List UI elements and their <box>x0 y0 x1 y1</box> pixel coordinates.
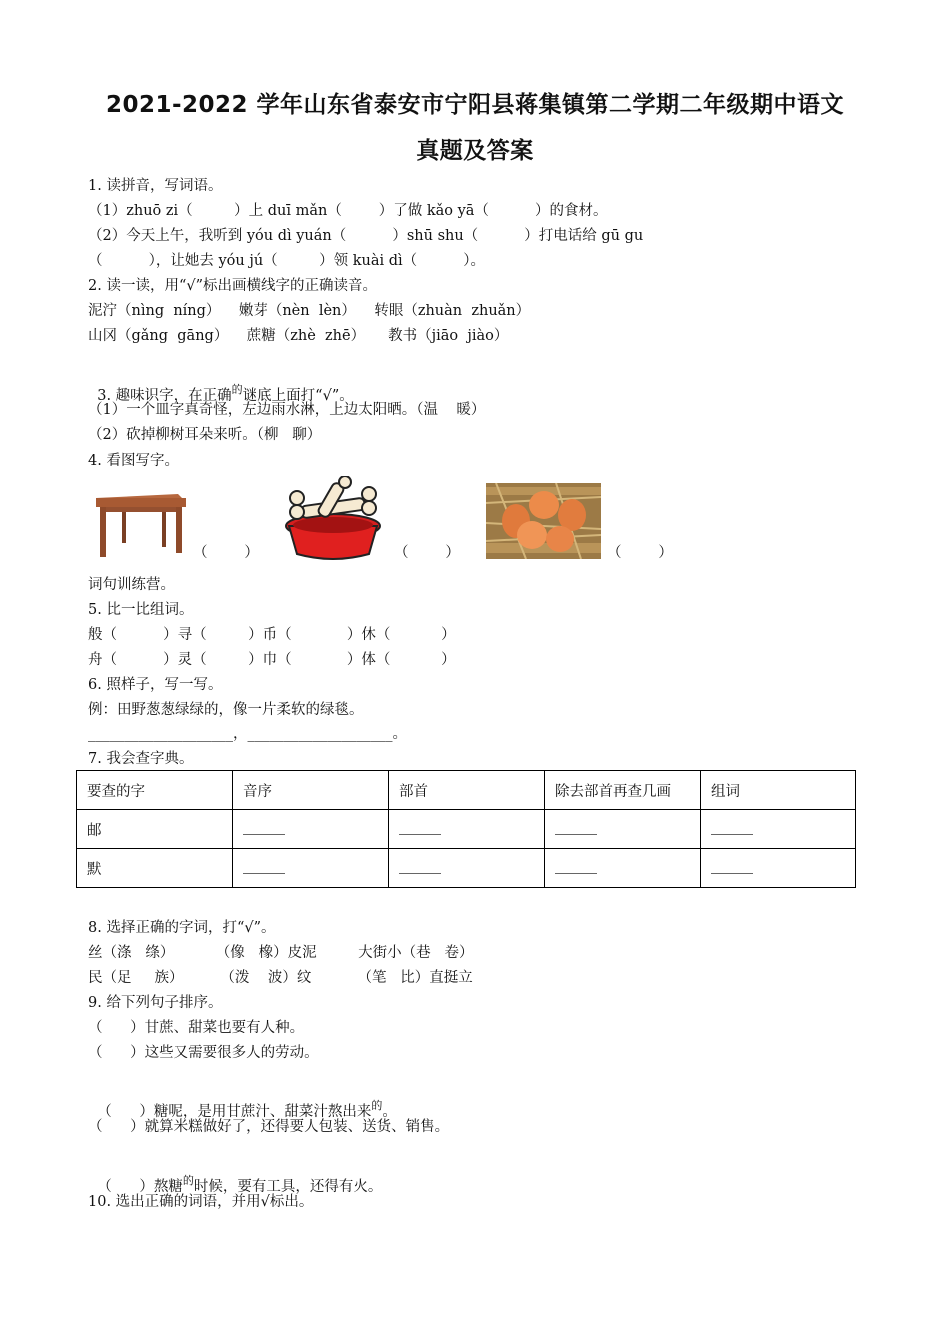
q1-line-2: （2）今天上午，我听到 yóu dì yuán（ ）shū shu（ ）打电话给 gū gu <box>88 228 644 244</box>
q6-example: 例：田野葱葱绿绿的，像一片柔软的绿毯。 <box>88 702 364 718</box>
answer-cell[interactable] <box>233 810 389 849</box>
q4-blank-3: （ ） <box>607 545 673 561</box>
col-header-strokes: 除去部首再查几画 <box>545 771 701 810</box>
answer-cell[interactable] <box>701 810 856 849</box>
col-header-phonetic: 音序 <box>233 771 389 810</box>
q10-heading: 10. 选出正确的词语，并用√标出。 <box>88 1194 314 1210</box>
q6-answer-blanks: ____________________，____________________。 <box>88 726 407 742</box>
q9-s5-text-b: 时候，要有工具，还得有火。 <box>193 1179 383 1195</box>
dog-bowl-bones-picture <box>283 476 383 560</box>
q9-s5-sup: 的 <box>182 1174 194 1187</box>
q9-s3-text-a: （ ）糖呢，是用甘蔗汁、甜菜汁熬出来 <box>97 1104 372 1120</box>
q5-line-2: 舟（ ）灵（ ）巾（ ）体（ ） <box>88 652 456 668</box>
q3-heading-text-b: 谜底上面打“√”。 <box>242 388 354 404</box>
q4-heading: 4. 看图写字。 <box>88 453 179 469</box>
answer-cell[interactable] <box>389 810 545 849</box>
table-header-row <box>77 771 856 810</box>
page-title-line-1: 2021-2022 学年山东省泰安市宁阳县蒋集镇第二学期二年级期中语文 <box>105 92 845 118</box>
q2-heading: 2. 读一读，用“√”标出画横线字的正确读音。 <box>88 278 378 294</box>
q5-heading: 5. 比一比组词。 <box>88 602 194 618</box>
q9-sentence-4: （ ）就算米糕做好了，还得要人包装、送货、销售。 <box>88 1119 450 1135</box>
q4-after-text: 词句训练营。 <box>88 577 175 593</box>
answer-cell[interactable] <box>233 849 389 888</box>
q8-line-1: 丝（涤 绦） （像 橡）皮泥 大街小（巷 卷） <box>88 945 474 961</box>
answer-cell[interactable] <box>545 810 701 849</box>
table-row <box>77 849 856 888</box>
q1-line-1: （1）zhuō zi（ ）上 duī mǎn（ ）了做 kǎo yā（ ）的食材。 <box>88 203 608 219</box>
q8-heading: 8. 选择正确的字词，打“√”。 <box>88 920 276 936</box>
col-header-radical: 部首 <box>389 771 545 810</box>
row-char: 默 <box>77 849 233 888</box>
table-picture <box>92 488 187 560</box>
q2-line-2: 山冈（gǎng gāng） 蔗糖（zhè zhē） 教书（jiāo jiào） <box>88 328 509 344</box>
q3-line-2: （2）砍掉柳树耳朵来听。（柳 聊） <box>88 427 322 443</box>
eggs-in-nest-picture <box>486 483 601 559</box>
q9-s3-text-b: 。 <box>382 1104 397 1120</box>
q4-blank-1: （ ） <box>193 545 259 561</box>
answer-cell[interactable] <box>701 849 856 888</box>
page-title-line-2: 真题及答案 <box>416 138 534 164</box>
answer-cell[interactable] <box>389 849 545 888</box>
row-char: 邮 <box>77 810 233 849</box>
q9-s3-sup: 的 <box>371 1099 383 1112</box>
q6-heading: 6. 照样子，写一写。 <box>88 677 223 693</box>
q1-heading: 1. 读拼音，写词语。 <box>88 178 223 194</box>
table-row <box>77 810 856 849</box>
q3-line-1: （1）一个皿字真奇怪，左边雨水淋，上边太阳晒。（温 暖） <box>88 402 486 418</box>
q3-heading-sup: 的 <box>231 383 243 396</box>
q1-line-3: （ ），让她去 yóu jú（ ）领 kuài dì（ ）。 <box>88 253 486 269</box>
q7-heading: 7. 我会查字典。 <box>88 751 194 767</box>
q9-sentence-1: （ ）甘蔗、甜菜也要有人种。 <box>88 1020 305 1036</box>
q5-line-1: 般（ ）寻（ ）币（ ）休（ ） <box>88 627 456 643</box>
q9-heading: 9. 给下列句子排序。 <box>88 995 223 1011</box>
q3-heading-text-a: 3. 趣味识字，在正确 <box>97 388 232 404</box>
q4-blank-2: （ ） <box>394 545 460 561</box>
col-header-words: 组词 <box>701 771 856 810</box>
q2-line-1: 泥泞（nìng níng） 嫩芽（nèn lèn） 转眼（zhuàn zhuǎn） <box>88 303 531 319</box>
q8-line-2: 民（足 族） （泼 波）纹 （笔 比）直挺立 <box>88 970 473 986</box>
q9-sentence-2: （ ）这些又需要很多人的劳动。 <box>88 1045 319 1061</box>
col-header-char: 要查的字 <box>77 771 233 810</box>
dictionary-table <box>76 770 856 888</box>
answer-cell[interactable] <box>545 849 701 888</box>
q9-s5-text-a: （ ）熬糖 <box>97 1179 183 1195</box>
